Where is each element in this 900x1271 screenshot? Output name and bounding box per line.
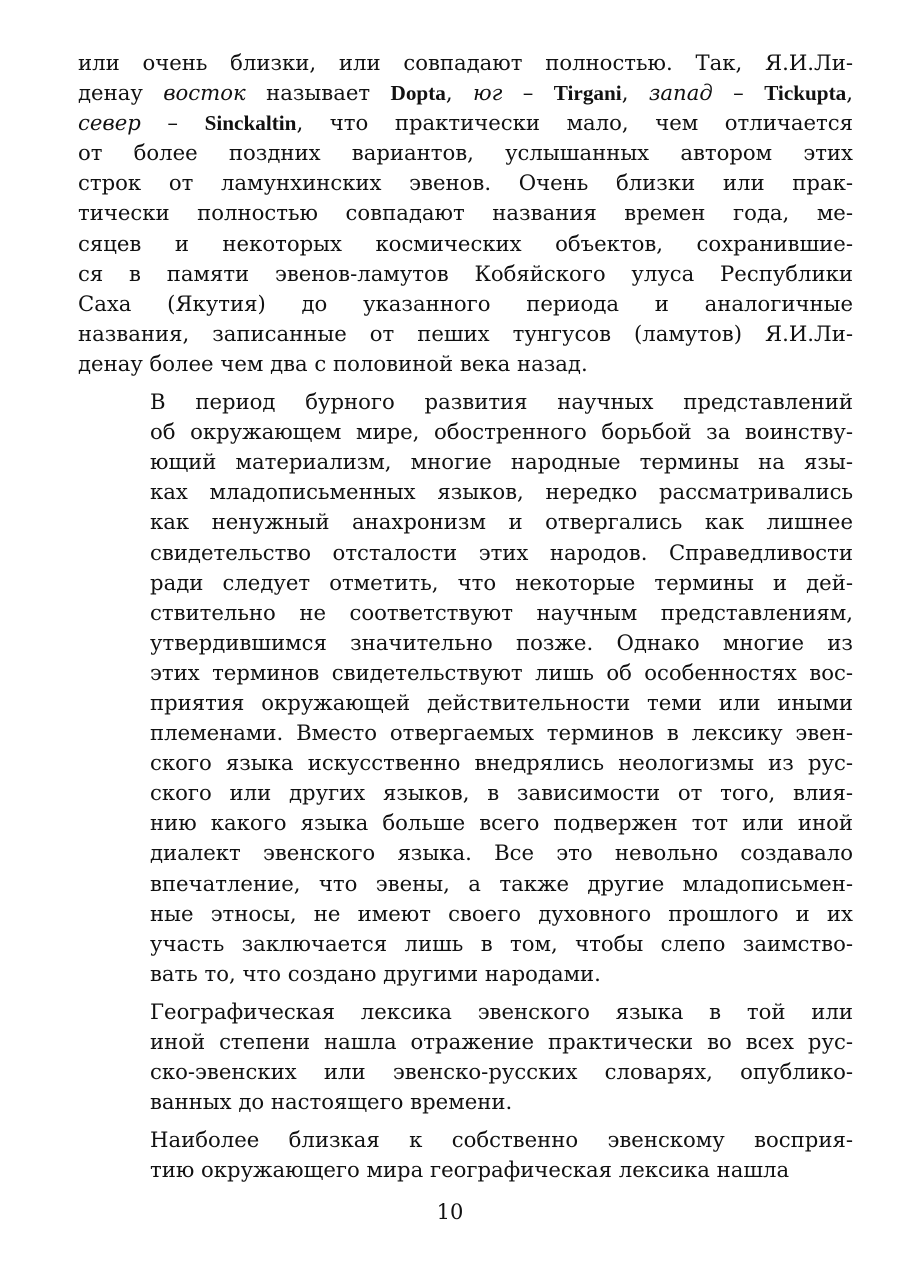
text-line (78, 417, 853, 447)
text-run: об окружающем мире, обостренного борьбой за воинству- (150, 419, 853, 445)
text-run: называет (245, 80, 391, 106)
paragraph (78, 997, 853, 1117)
text-line (78, 168, 853, 198)
text-line (78, 718, 853, 748)
text-run: участь заключается лишь в том, чтобы слепо заимство- (150, 930, 853, 956)
bold-term: Sinckaltin (204, 111, 297, 136)
text-run: или очень близки, или совпадают полностью. Так, Я.И.Ли- (78, 50, 853, 75)
text-run: от более поздних вариантов, услышанных автором этих (78, 140, 853, 166)
text-run: ванных до настоящего времени. (150, 1089, 513, 1115)
text-run: диалект эвенского языка. Все это невольно создавало (150, 840, 853, 866)
text-run: свидетельство отсталости этих народов. Справедливости (150, 539, 853, 565)
text-line (78, 748, 853, 778)
page-body (78, 48, 853, 1185)
text-run: приятия окружающей действительности теми или иными (150, 689, 853, 715)
text-run: , (621, 80, 649, 106)
text-line (78, 1155, 853, 1185)
text-run: впечатление, что эвены, а также другие младописьмен- (150, 870, 853, 896)
text-line (78, 349, 853, 379)
text-line (78, 229, 853, 259)
text-run: строк от ламунхинских эвенов. Очень близки или прак- (78, 170, 853, 196)
text-run: ющий материализм, многие народные термины на язы- (150, 449, 853, 475)
text-line (78, 198, 853, 228)
text-run: ные этносы, не имеют своего духовного прошлого и их (150, 900, 853, 926)
text-line (78, 997, 853, 1027)
text-run: названия, записанные от пеших тунгусов (ламутов) Я.И.Ли- (78, 320, 853, 346)
text-run: , (445, 80, 473, 106)
text-run: утвердившимся значительно позже. Однако многие из (150, 629, 853, 655)
text-run: ради следует отметить, что некоторые термины и дей- (150, 569, 853, 595)
text-line (78, 1027, 853, 1057)
text-run: Географическая лексика эвенского языка в той или (150, 998, 853, 1024)
text-line (78, 1087, 853, 1117)
text-line (78, 838, 853, 868)
text-line (78, 507, 853, 537)
text-line (78, 138, 853, 168)
text-run: нию какого языка больше всего подвержен тот или иной (150, 810, 853, 836)
text-line (78, 808, 853, 838)
text-run: ся в памяти эвенов-ламутов Кобяйского улуса Республики (78, 260, 853, 286)
text-line (78, 538, 853, 568)
text-line (78, 48, 853, 78)
text-line (78, 959, 853, 989)
text-line (78, 289, 853, 319)
text-run: сяцев и некоторых космических объектов, сохранившие- (78, 230, 853, 256)
text-line (78, 447, 853, 477)
text-run: племенами. Вместо отвергаемых терминов в лексику эвен- (150, 720, 853, 746)
text-run: как ненужный анахронизм и отвергались как лишнее (150, 509, 853, 535)
text-run: тию окружающего мира географическая лексика нашла (150, 1157, 790, 1183)
bold-term: Tickupta (764, 81, 847, 106)
text-line (78, 1125, 853, 1155)
text-run: В период бурного развития научных представлений (150, 389, 853, 415)
text-line (78, 778, 853, 808)
text-run: тически полностью совпадают названия времен года, ме- (78, 200, 853, 226)
text-run: денау более чем два с половиной века назад. (78, 350, 588, 376)
text-line (78, 108, 853, 138)
italic-term: север (78, 110, 141, 136)
text-line (78, 1057, 853, 1087)
paragraph (78, 1125, 853, 1185)
text-run: – (502, 80, 554, 106)
text-run: этих терминов свидетельствуют лишь об особенностях вос- (150, 659, 853, 685)
text-run: Саха (Якутия) до указанного периода и аналогичные (78, 290, 853, 316)
text-line (78, 869, 853, 899)
text-run: ках младописьменных языков, нередко рассматривались (150, 479, 853, 505)
italic-term: восток (163, 80, 246, 106)
italic-term: запад (648, 80, 713, 106)
text-line (78, 929, 853, 959)
text-run: , (846, 80, 853, 106)
text-run: ствительно не соответствуют научным представлениям, (150, 599, 853, 625)
text-line (78, 598, 853, 628)
text-line (78, 658, 853, 688)
text-run: , что практически мало, чем отличается (296, 110, 853, 136)
text-run: – (712, 80, 765, 106)
text-run: иной степени нашла отражение практически во всех рус- (150, 1029, 853, 1054)
text-line (78, 78, 853, 108)
text-run: – (140, 110, 205, 136)
bold-term: Tirgani (553, 81, 622, 106)
text-line (78, 688, 853, 718)
text-run: ского или других языков, в зависимости от того, влия- (150, 780, 853, 806)
text-run: ско-эвенских или эвенско-русских словарях, опублико- (150, 1059, 853, 1085)
text-run: денау (78, 80, 164, 106)
italic-term: юг (473, 80, 503, 106)
text-run: вать то, что создано другими народами. (150, 960, 601, 986)
paragraph (78, 387, 853, 989)
text-line (78, 259, 853, 289)
text-line (78, 568, 853, 598)
text-line (78, 387, 853, 417)
text-line (78, 899, 853, 929)
text-run: Наиболее близкая к собственно эвенскому восприя- (150, 1127, 853, 1153)
text-run: ского языка искусственно внедрялись неологизмы из рус- (150, 750, 853, 776)
bold-term: Dopta (390, 81, 446, 106)
text-line (78, 628, 853, 658)
text-line (78, 477, 853, 507)
text-line (78, 319, 853, 349)
paragraph (78, 48, 853, 379)
page-number: 10 (436, 1200, 464, 1224)
